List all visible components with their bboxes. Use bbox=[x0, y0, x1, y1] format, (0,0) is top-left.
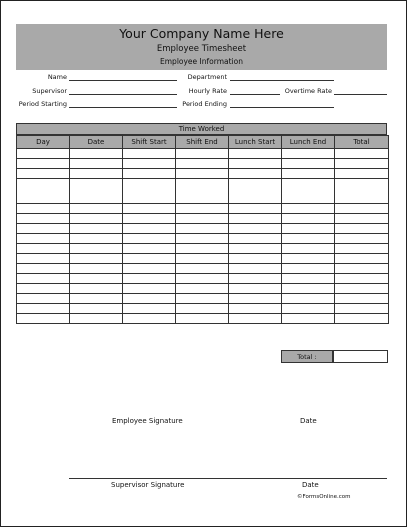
table-cell[interactable] bbox=[229, 274, 282, 284]
table-cell[interactable] bbox=[176, 294, 229, 304]
table-cell[interactable] bbox=[229, 244, 282, 254]
col-header-date: Date bbox=[70, 136, 123, 149]
table-row bbox=[17, 234, 389, 244]
department-field[interactable] bbox=[230, 80, 334, 81]
table-cell[interactable] bbox=[176, 234, 229, 244]
table-cell[interactable] bbox=[229, 159, 282, 169]
table-cell[interactable] bbox=[17, 169, 70, 179]
table-cell[interactable] bbox=[17, 284, 70, 294]
table-cell[interactable] bbox=[17, 179, 70, 204]
table-cell[interactable] bbox=[70, 294, 123, 304]
table-cell[interactable] bbox=[70, 264, 123, 274]
hourly-rate-field[interactable] bbox=[230, 94, 280, 95]
table-cell[interactable] bbox=[123, 284, 176, 294]
table-cell[interactable] bbox=[17, 254, 70, 264]
col-header-lunch-end: Lunch End bbox=[282, 136, 335, 149]
footer-credit: ©FormsOnline.com bbox=[297, 494, 351, 500]
table-cell[interactable] bbox=[123, 169, 176, 179]
table-cell[interactable] bbox=[229, 254, 282, 264]
table-row bbox=[17, 214, 389, 224]
table-cell[interactable] bbox=[70, 224, 123, 234]
table-cell[interactable] bbox=[335, 224, 389, 234]
table-row bbox=[17, 304, 389, 314]
table-cell[interactable] bbox=[123, 314, 176, 324]
table-cell[interactable] bbox=[70, 149, 123, 159]
table-cell[interactable] bbox=[176, 244, 229, 254]
period-starting-label: Period Starting bbox=[18, 100, 67, 108]
table-body bbox=[17, 149, 389, 324]
table-row bbox=[17, 254, 389, 264]
col-header-day: Day bbox=[17, 136, 70, 149]
table-row bbox=[17, 314, 389, 324]
table-cell[interactable] bbox=[282, 294, 335, 304]
table-cell[interactable] bbox=[123, 149, 176, 159]
table-cell[interactable] bbox=[176, 254, 229, 264]
table-cell[interactable] bbox=[123, 214, 176, 224]
hourly-rate-label: Hourly Rate bbox=[188, 87, 227, 95]
table-header-row bbox=[17, 136, 389, 149]
overtime-rate-label: Overtime Rate bbox=[284, 87, 332, 95]
table-cell[interactable] bbox=[229, 264, 282, 274]
grand-total-label: Total : bbox=[281, 350, 333, 363]
table-cell[interactable] bbox=[123, 254, 176, 264]
table-cell[interactable] bbox=[335, 254, 389, 264]
col-header-lunch-start: Lunch Start bbox=[229, 136, 282, 149]
table-cell[interactable] bbox=[335, 274, 389, 284]
table-cell[interactable] bbox=[70, 284, 123, 294]
supervisor-signature-label: Supervisor Signature bbox=[111, 481, 185, 489]
table-cell[interactable] bbox=[229, 304, 282, 314]
grand-total-field[interactable] bbox=[333, 350, 388, 363]
form-title: Employee Timesheet bbox=[156, 44, 247, 54]
col-header-shift-start: Shift Start bbox=[123, 136, 176, 149]
table-cell[interactable] bbox=[335, 159, 389, 169]
table-cell[interactable] bbox=[123, 304, 176, 314]
table-cell[interactable] bbox=[176, 149, 229, 159]
table-cell[interactable] bbox=[70, 234, 123, 244]
department-label: Department bbox=[187, 73, 227, 81]
table-cell[interactable] bbox=[282, 284, 335, 294]
table-row bbox=[17, 264, 389, 274]
supervisor-signature-line[interactable] bbox=[69, 478, 387, 479]
table-cell[interactable] bbox=[335, 204, 389, 214]
employee-signature-label: Employee Signature bbox=[112, 417, 183, 425]
table-row bbox=[17, 159, 389, 169]
table-cell[interactable] bbox=[123, 179, 176, 204]
name-field[interactable] bbox=[69, 80, 177, 81]
table-cell[interactable] bbox=[70, 179, 123, 204]
table-cell[interactable] bbox=[70, 254, 123, 264]
table-row bbox=[17, 179, 389, 204]
table-row bbox=[17, 204, 389, 214]
table-cell[interactable] bbox=[282, 204, 335, 214]
table-cell[interactable] bbox=[176, 169, 229, 179]
header-band bbox=[16, 24, 387, 70]
table-cell[interactable] bbox=[176, 224, 229, 234]
table-cell[interactable] bbox=[229, 169, 282, 179]
table-cell[interactable] bbox=[17, 214, 70, 224]
table-cell[interactable] bbox=[282, 179, 335, 204]
table-cell[interactable] bbox=[123, 224, 176, 234]
table-cell[interactable] bbox=[229, 204, 282, 214]
table-cell[interactable] bbox=[282, 274, 335, 284]
table-cell[interactable] bbox=[282, 254, 335, 264]
table-cell[interactable] bbox=[17, 204, 70, 214]
table-cell[interactable] bbox=[70, 304, 123, 314]
table-cell[interactable] bbox=[17, 244, 70, 254]
table-cell[interactable] bbox=[123, 244, 176, 254]
table-cell[interactable] bbox=[70, 274, 123, 284]
table-cell[interactable] bbox=[335, 234, 389, 244]
table-cell[interactable] bbox=[282, 304, 335, 314]
table-cell[interactable] bbox=[335, 179, 389, 204]
table-cell[interactable] bbox=[282, 244, 335, 254]
name-label: Name bbox=[47, 73, 67, 81]
table-cell[interactable] bbox=[123, 294, 176, 304]
time-table bbox=[16, 135, 389, 324]
table-cell[interactable] bbox=[17, 304, 70, 314]
table-cell[interactable] bbox=[123, 159, 176, 169]
table-cell[interactable] bbox=[17, 264, 70, 274]
table-cell[interactable] bbox=[176, 179, 229, 204]
table-cell[interactable] bbox=[176, 274, 229, 284]
table-cell[interactable] bbox=[335, 169, 389, 179]
company-name: Your Company Name Here bbox=[119, 26, 284, 41]
overtime-rate-field[interactable] bbox=[334, 94, 387, 95]
table-cell[interactable] bbox=[335, 264, 389, 274]
table-cell[interactable] bbox=[282, 234, 335, 244]
table-cell[interactable] bbox=[229, 149, 282, 159]
table-cell[interactable] bbox=[229, 284, 282, 294]
table-cell[interactable] bbox=[17, 294, 70, 304]
table-cell[interactable] bbox=[176, 284, 229, 294]
table-cell[interactable] bbox=[229, 224, 282, 234]
period-ending-field[interactable] bbox=[230, 107, 334, 108]
table-cell[interactable] bbox=[282, 214, 335, 224]
table-cell[interactable] bbox=[282, 149, 335, 159]
table-cell[interactable] bbox=[176, 204, 229, 214]
col-header-shift-end: Shift End bbox=[176, 136, 229, 149]
employee-date-label: Date bbox=[300, 417, 317, 425]
table-cell[interactable] bbox=[335, 284, 389, 294]
table-cell[interactable] bbox=[282, 224, 335, 234]
table-cell[interactable] bbox=[282, 314, 335, 324]
table-cell[interactable] bbox=[282, 264, 335, 274]
table-cell[interactable] bbox=[70, 214, 123, 224]
table-row bbox=[17, 169, 389, 179]
table-cell[interactable] bbox=[123, 234, 176, 244]
col-header-total: Total bbox=[335, 136, 389, 149]
table-cell[interactable] bbox=[229, 294, 282, 304]
table-cell[interactable] bbox=[282, 169, 335, 179]
table-row bbox=[17, 274, 389, 284]
table-cell[interactable] bbox=[17, 224, 70, 234]
table-cell[interactable] bbox=[70, 169, 123, 179]
table-cell[interactable] bbox=[17, 274, 70, 284]
table-cell[interactable] bbox=[123, 274, 176, 284]
table-cell[interactable] bbox=[70, 244, 123, 254]
table-row bbox=[17, 224, 389, 234]
table-cell[interactable] bbox=[17, 149, 70, 159]
table-cell[interactable] bbox=[229, 214, 282, 224]
table-cell[interactable] bbox=[17, 234, 70, 244]
table-cell[interactable] bbox=[229, 314, 282, 324]
table-cell[interactable] bbox=[229, 234, 282, 244]
table-cell[interactable] bbox=[70, 314, 123, 324]
table-cell[interactable] bbox=[17, 159, 70, 169]
table-cell[interactable] bbox=[335, 294, 389, 304]
supervisor-date-label: Date bbox=[302, 481, 319, 489]
period-ending-label: Period Ending bbox=[182, 100, 227, 108]
table-cell[interactable] bbox=[17, 314, 70, 324]
table-cell[interactable] bbox=[335, 214, 389, 224]
table-row bbox=[17, 284, 389, 294]
table-cell[interactable] bbox=[282, 159, 335, 169]
table-cell[interactable] bbox=[335, 149, 389, 159]
table-cell[interactable] bbox=[123, 264, 176, 274]
table-cell[interactable] bbox=[176, 214, 229, 224]
supervisor-label: Supervisor bbox=[32, 87, 67, 95]
period-starting-field[interactable] bbox=[69, 107, 177, 108]
table-row bbox=[17, 294, 389, 304]
table-row bbox=[17, 149, 389, 159]
table-cell[interactable] bbox=[70, 159, 123, 169]
table-cell[interactable] bbox=[176, 159, 229, 169]
table-cell[interactable] bbox=[70, 204, 123, 214]
time-worked-title: Time Worked bbox=[16, 123, 387, 135]
table-cell[interactable] bbox=[229, 179, 282, 204]
table-cell[interactable] bbox=[123, 204, 176, 214]
table-cell[interactable] bbox=[176, 264, 229, 274]
table-cell[interactable] bbox=[335, 314, 389, 324]
section-title: Employee Information bbox=[160, 57, 243, 66]
table-cell[interactable] bbox=[335, 244, 389, 254]
supervisor-field[interactable] bbox=[69, 94, 177, 95]
table-cell[interactable] bbox=[335, 304, 389, 314]
table-cell[interactable] bbox=[176, 314, 229, 324]
table-row bbox=[17, 244, 389, 254]
table-cell[interactable] bbox=[176, 304, 229, 314]
